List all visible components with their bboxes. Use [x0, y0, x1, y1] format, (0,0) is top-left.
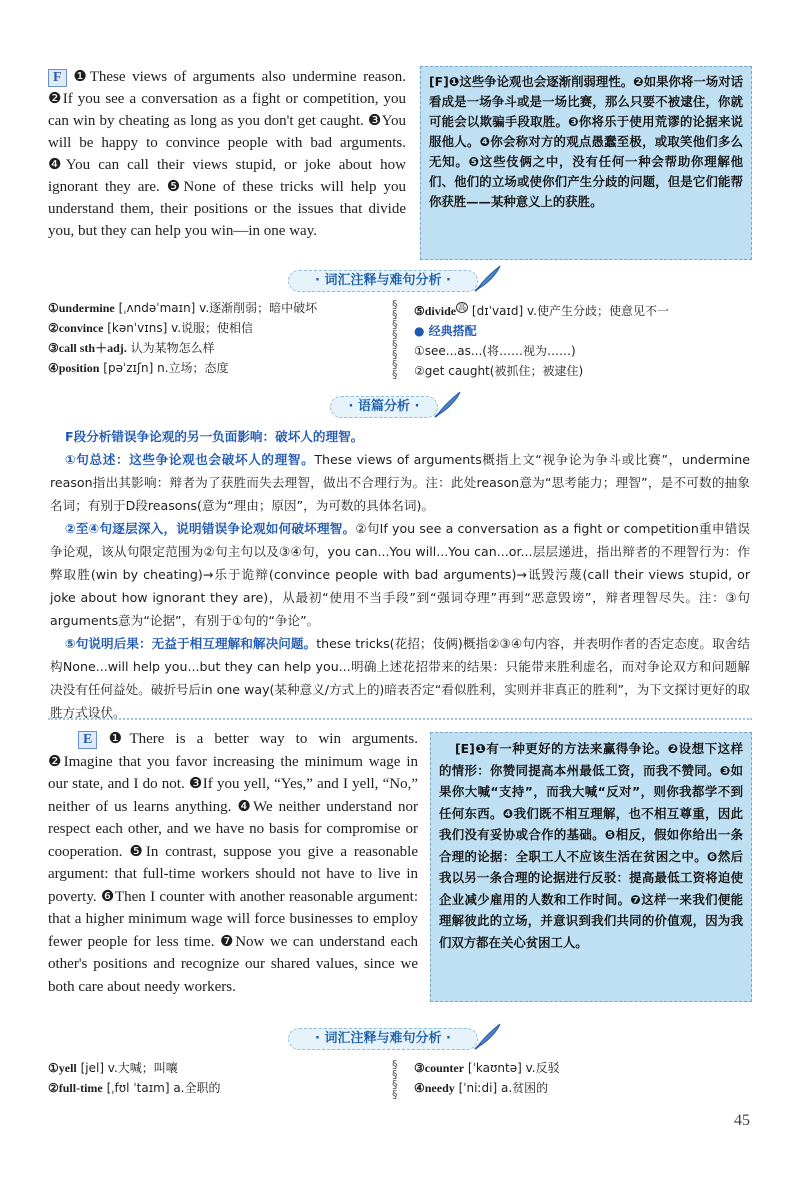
chain-divider-icon: § § § § § § § §	[392, 298, 398, 381]
analysis-p3-lead: ⑤句说明后果：无益于相互理解和解决问题。	[65, 636, 317, 651]
section-e-translation-text: ❶有一种更好的方法来赢得争论。❷设想下这样的情形：你赞同提高本州最低工资，而我不赞同。❸如果你大喊“支持”，而我大喊“反对”，则你我都学不到任何东西。❹我们既不相互理解，也不相互尊重，因此我们没有妥协或合作的基础。❺相反，假如你给出一条合理的论据：全职工人不应该生活在贫困之中。❻然后我以另一条合理的论据进行反驳：提高最低工资将迫使企业减少雇用的人数和工作时间。❼这样一来我们便能理解彼此的立场，并意识到我们共同的价值观，因为我们双方都在关心贫困工人。	[439, 741, 743, 950]
analysis-p1-lead: ①句总述：这些争论观也会破坏人的理智。	[65, 452, 315, 467]
vocab-item: ④position [pəˈzɪʃn] n.立场；态度	[48, 361, 229, 375]
page-number: 45	[734, 1112, 750, 1129]
vocab-banner-f	[288, 270, 478, 292]
vocab-item: ③call sth＋adj. 认为某物怎么样	[48, 341, 215, 355]
section-f-translation-text: ❶这些争论观也会逐渐削弱理性。❷如果你将一场对话看成是一场争斗或是一场比赛，那么只要不被逮住，你就可能会以欺骗手段取胜。❸你将乐于使用荒谬的论据来说服他人。❹你会称对方的观点愚蠢至极，或取笑他们多么无知。❺这些伎俩之中，没有任何一种会帮助你理解他们、他们的立场或使你们产生分歧的问题，但是它们能帮你获胜——某种意义上的获胜。	[429, 74, 743, 209]
vocab-item: ①yell [jel] v.大喊；叫嚷	[48, 1061, 178, 1075]
vocab-banner-e	[288, 1028, 478, 1050]
section-f-english	[48, 66, 406, 242]
analysis-banner	[330, 396, 438, 418]
vocab-item: ④needy [ˈniːdi] a.贫困的	[414, 1081, 549, 1095]
vocab-e-right	[414, 1058, 754, 1098]
section-f-translation-box	[420, 66, 752, 260]
quill-pen-icon	[473, 1021, 503, 1051]
section-f-translation-label: [F]	[429, 74, 449, 89]
section-e-english	[48, 728, 418, 998]
quill-pen-icon	[473, 263, 503, 293]
vocab-item: ⑤divide $^高$ [dɪˈvaɪd] v.使产生分歧；使意见不一	[414, 303, 669, 318]
analysis-banner-title: · 语篇分析 ·	[348, 399, 420, 414]
section-e-label: E	[78, 731, 97, 749]
section-e-translation-label: [E]	[455, 741, 475, 756]
vocab-item: ②get caught(被抓住；被逮住)	[414, 364, 584, 378]
vocab-item: ①undermine [ˌʌndəˈmaɪn] v.逐渐削弱；暗中破坏	[48, 301, 318, 315]
analysis-paragraph-3	[50, 632, 750, 724]
high-frequency-marker: 高	[458, 303, 467, 312]
analysis-heading: F段分析错误争论观的另一负面影响：破坏人的理智。	[65, 429, 364, 444]
section-f-label: F	[48, 69, 67, 87]
vocab-e-left	[48, 1058, 388, 1098]
analysis-body	[50, 425, 750, 724]
vocab-banner-e-title: · 词汇注释与难句分析 ·	[315, 1031, 451, 1046]
vocab-item: ②convince [kənˈvɪns] v.说服；使相信	[48, 321, 254, 335]
analysis-paragraph-1	[50, 448, 750, 517]
section-e-text: ❶There is a better way to win arguments. ❷Imagine that you favor increasing the minimum wage in our state, and I do not. ❸If you yell, “Yes,” and I yell, “No,” neither of us learns anything. ❹We neither understand nor respect each other, and we have no basis for compromise or cooperation. ❺In contrast, suppose you give a reasonable argument: that full-time workers should not have to live in poverty. ❻Then I counter with another reasonable argument: that a higher minimum wage will force businesses to employ fewer people for less time. ❼Now we can understand each other's positions and recognize our shared values, since we both care about needy workers.	[48, 731, 418, 995]
section-e-translation-box	[430, 732, 752, 1002]
vocab-banner-f-title: · 词汇注释与难句分析 ·	[315, 273, 451, 288]
analysis-p1-text: These views of arguments概指上文“视争论为争斗或比赛”，undermine reason指出其影响：辩者为了获胜而失去理智，做出不合理行为。注：此处reason意为“思考能力；理智”，是不可数的抽象名词；有别于D段reasons(意为“理由；原因”，为可数的具体名词)。	[50, 452, 751, 513]
analysis-p2-text: ②句If you see a conversation as a fight or competition重申错误争论观，该从句限定范围为②句主句以及③④句，you can...You will...You can...or...层层递进，指出辩者的不理智行为：作弊取胜(win by cheating)→乐于诡辩(convince people with bad arguments)→诋毁污蔑(call their views stupid, or joke about how ignorant they are)，从最初“使用不当手段”到“强词夺理”再到“恶意毁谤”，辩者理智尽失。注：③句arguments意为“论据”，有别于①句的“争论”。	[50, 521, 750, 628]
vocab-item: ②full-time [ˌfʊl ˈtaɪm] a.全职的	[48, 1081, 221, 1095]
section-f-text: ❶These views of arguments also undermine reason. ❷If you see a conversation as a fight or competition, you can win by cheating as long as you don't get caught. ❸You will be happy to convince people with bad arguments. ❹You can call their views stupid, or joke about how ignorant they are. ❺None of these tricks will help you understand them, their positions or the issues that divide you, but they can help you win—in one way.	[48, 69, 406, 239]
vocab-f-right	[414, 298, 754, 381]
analysis-p3-text: these tricks(花招；伎俩)概指②③④句内容，并表明作者的否定态度。取舍结构None...will help you...but they can help you...明确上述花招带来的结果：只能带来胜利虚名，而对争论双方和问题解决没有任何益处。破折号后in one way(某种意义/方式上的)暗表否定“看似胜利，实则并非真正的胜利”，为下文探讨更好的取胜方式设伏。	[50, 636, 751, 720]
section-divider	[48, 718, 752, 720]
analysis-paragraph-2	[50, 517, 750, 632]
vocab-f-left	[48, 298, 388, 378]
quill-pen-icon	[433, 389, 463, 419]
chain-divider-icon: § § § §	[392, 1058, 398, 1101]
analysis-p2-lead: ②至④句逐层深入，说明错误争论观如何破坏理智。	[65, 521, 356, 536]
vocab-item: ①see...as...(将……视为……)	[414, 344, 576, 358]
classic-collocation-heading: ● 经典搭配	[414, 324, 477, 338]
vocab-item: ③counter [ˈkaʊntə] v.反驳	[414, 1061, 560, 1075]
